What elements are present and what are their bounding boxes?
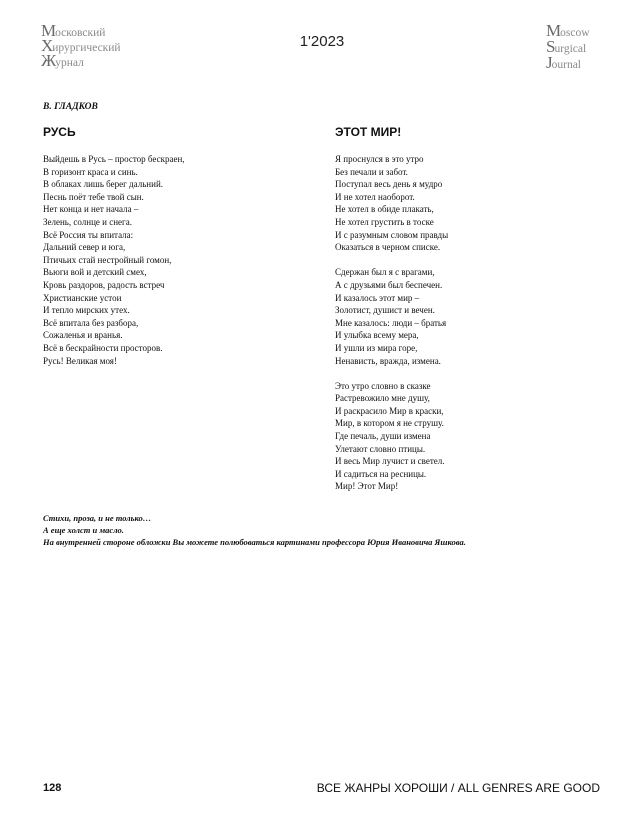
poem-line: Оказаться в черном списке. — [335, 242, 441, 253]
poem-body-rus — [43, 153, 185, 367]
poem-line: Не хотел грустить в тоске — [335, 216, 434, 227]
poem-line: Всё впитала без разбора, — [43, 317, 139, 328]
note-line: На внутренней стороне обложки Вы можете полюбоваться картинами профессора Юрия Ивановича Яшкова. — [43, 537, 466, 547]
poem-line: Нет конца и нет начала – — [43, 204, 139, 215]
logo-line-zhurnal: Журнал — [41, 51, 84, 70]
poem-line: Это утро словно в сказке — [335, 380, 431, 391]
stanza — [335, 153, 448, 254]
poem-line: Птичьих стай нестройный гомон, — [43, 254, 172, 265]
poem-title-rus: РУСЬ — [43, 125, 76, 139]
logo-line-surgical: Surgical — [546, 37, 587, 56]
poem-line: Кровь раздоров, радость встреч — [43, 279, 165, 290]
poem-line: Без печали и забот. — [335, 166, 408, 177]
logo-line-khirurgichesky: Хирургический — [41, 36, 121, 55]
poem-body-etot-mir — [335, 153, 448, 493]
poem-line: В горизонт краса и синь. — [43, 166, 138, 177]
poem-line: Всё в бескрайности просторов. — [43, 342, 163, 353]
journal-logo-english — [546, 21, 590, 72]
poem-line: Мне казалось: люди – братья — [335, 317, 447, 328]
poem-line: Зелень, солнце и снега. — [43, 216, 132, 227]
logo-line-moskovsky: Московский — [41, 21, 106, 40]
page-number: 128 — [43, 782, 62, 794]
poem-line: В облаках лишь берег дальний. — [43, 179, 164, 190]
poem-line: Сожаленья и вранья. — [43, 330, 123, 341]
poem-line: И улыбка всему мера, — [335, 330, 419, 341]
author-name: В. ГЛАДКОВ — [43, 102, 98, 112]
poem-title-etot-mir: ЭТОТ МИР! — [335, 125, 402, 139]
poem-line: Мир! Этот Мир! — [335, 481, 399, 492]
poem-line: И весь Мир лучист и светел. — [335, 456, 445, 467]
logo-line-moscow: Moscow — [546, 21, 590, 40]
note-line: А еще холст и масло. — [43, 525, 124, 535]
poem-line: Золотист, душист и вечен. — [335, 305, 435, 316]
poem-line: И ушли из мира горе, — [335, 342, 418, 353]
poem-line: Русь! Великая моя! — [43, 355, 117, 366]
poem-line: Вьюги вой и детский смех, — [43, 267, 147, 278]
poem-line: И казалось этот мир – — [335, 292, 420, 303]
poem-line: Не хотел в обиде плакать, — [335, 204, 434, 215]
note-line: Стихи, проза, и не только… — [43, 513, 152, 523]
poem-line: Песнь поёт тебе твой сын. — [43, 191, 144, 202]
poem-line: Ненависть, вражда, измена. — [335, 355, 441, 366]
poem-line: И тепло мирских утех. — [43, 305, 130, 316]
poem-line: Растревожило мне душу, — [335, 393, 430, 404]
editorial-note — [43, 512, 466, 548]
poem-line: Мир, в котором я не струшу. — [335, 418, 444, 429]
poem-line: Я проснулся в это утро — [335, 154, 424, 164]
poem-line: Всё Россия ты впитала: — [43, 229, 134, 240]
poem-line: И с разумным словом правды — [335, 229, 449, 240]
poem-line: Сдержан был я с врагами, — [335, 267, 435, 278]
poem-line: Дальний север и юга, — [43, 242, 126, 253]
poem-line: Улетают словно птицы. — [335, 443, 426, 454]
poem-line: Поступал весь день я мудро — [335, 179, 443, 190]
poem-line: Выйдешь в Русь – простор бескраен, — [43, 154, 185, 164]
stanza — [43, 153, 185, 367]
poem-line: Где печаль, души измена — [335, 431, 431, 442]
logo-line-journal: Journal — [546, 53, 582, 72]
poem-line: И не хотел наоборот. — [335, 191, 415, 202]
poem-line: А с друзьями был беспечен. — [335, 279, 443, 290]
stanza — [335, 380, 448, 493]
poem-line: Христианские устои — [43, 292, 122, 303]
issue-number: 1'2023 — [299, 33, 345, 50]
poem-line: И садиться на ресницы. — [335, 468, 427, 479]
poem-line: И раскрасило Мир в краски, — [335, 405, 444, 416]
section-title: ВСЕ ЖАНРЫ ХОРОШИ / ALL GENRES ARE GOOD — [316, 781, 600, 795]
stanza — [335, 266, 448, 367]
